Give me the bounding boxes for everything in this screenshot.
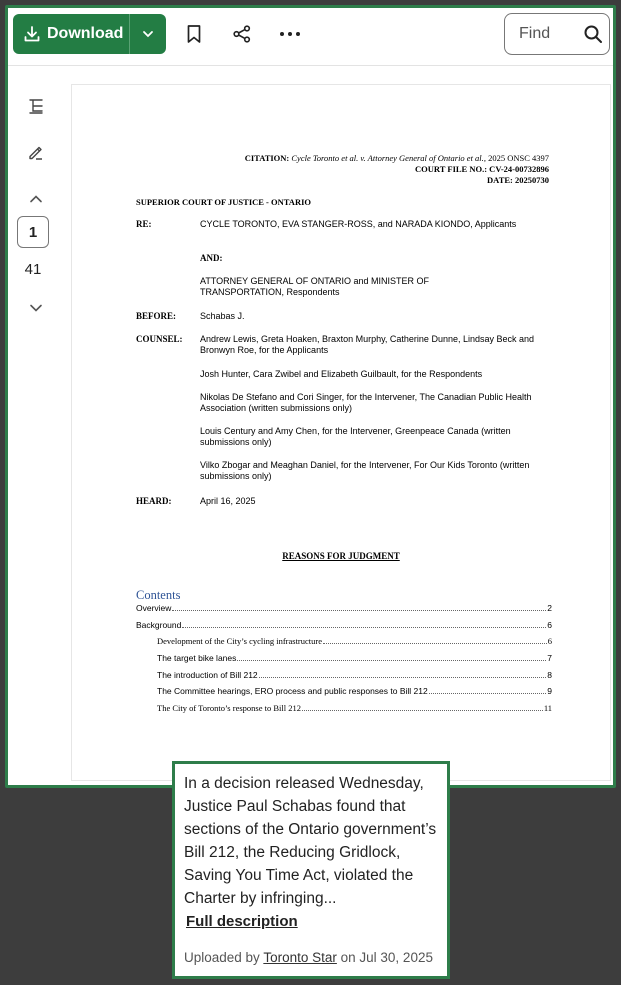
- more-icon: [279, 31, 301, 37]
- download-button[interactable]: [13, 14, 130, 54]
- find-field[interactable]: [504, 13, 610, 55]
- uploaded-date: on Jul 30, 2025: [340, 950, 433, 965]
- citation-ref: , 2025 ONSC 4397: [483, 153, 549, 163]
- total-pages: 41: [24, 261, 42, 278]
- pencil-icon: [27, 143, 45, 161]
- citation-text: Cycle Toronto et al. v. Attorney General of Ontario et al.: [291, 153, 484, 163]
- next-page-button[interactable]: [24, 296, 48, 320]
- viewer-sidebar: [8, 67, 68, 787]
- counsel-item: Nikolas De Stefano and Cori Singer, for the Intervener, The Canadian Public Health Association (written submissions only): [200, 392, 532, 413]
- counsel-item: Louis Century and Amy Chen, for the Intervener, Greenpeace Canada (written submissions only): [200, 426, 511, 447]
- court-name: SUPERIOR COURT OF JUSTICE - ONTARIO: [136, 197, 311, 207]
- re-text-respondents: ATTORNEY GENERAL OF ONTARIO and MINISTER OF TRANSPORTATION, Respondents: [200, 276, 430, 297]
- description-text: [184, 772, 438, 933]
- re-text: CYCLE TORONTO, EVA STANGER-ROSS, and NARADA KIONDO, Applicants: [200, 219, 517, 229]
- download-icon: [23, 25, 41, 43]
- previous-page-button[interactable]: [24, 187, 48, 211]
- current-page-input[interactable]: 1: [17, 216, 49, 248]
- uploaded-prefix: Uploaded by: [184, 950, 260, 965]
- download-label: Download: [47, 25, 124, 42]
- upload-info: [184, 950, 433, 965]
- description-card: [172, 761, 450, 979]
- viewer-toolbar: [8, 8, 613, 66]
- download-button-group: [13, 14, 166, 54]
- toc-entry[interactable]: The Committee hearings, ERO process and public responses to Bill 212 9: [157, 686, 552, 696]
- find-input[interactable]: [519, 25, 575, 43]
- annotate-button[interactable]: [24, 140, 48, 164]
- heard-text: April 16, 2025: [200, 496, 256, 506]
- citation-line: [164, 153, 549, 164]
- bookmark-button[interactable]: [182, 22, 206, 46]
- counsel-item: Josh Hunter, Cara Zwibel and Elizabeth Guilbault, for the Respondents: [200, 369, 483, 379]
- before-label: BEFORE:: [136, 311, 177, 321]
- toc-entry[interactable]: Background 6: [136, 620, 552, 630]
- document-page: [71, 84, 611, 781]
- chevron-down-icon: [141, 27, 155, 41]
- heard-label: HEARD:: [136, 496, 172, 506]
- citation-label: CITATION:: [244, 153, 290, 163]
- toc-entry[interactable]: The target bike lanes 7: [157, 653, 552, 663]
- re-label: RE:: [136, 219, 152, 229]
- and-label: AND:: [200, 253, 223, 263]
- uploader-link[interactable]: Toronto Star: [263, 950, 337, 965]
- court-file-number: COURT FILE NO.: CV-24-00732896: [415, 164, 549, 174]
- counsel-item: Andrew Lewis, Greta Hoaken, Braxton Murphy, Catherine Dunne, Lindsay Beck and Bronwyn Roe, for the Applicants: [200, 334, 535, 355]
- search-icon[interactable]: [583, 24, 603, 44]
- counsel-item: Vilko Zbogar and Meaghan Daniel, for the Intervener, For Our Kids Toronto (written submissions only): [200, 460, 530, 481]
- reasons-heading: REASONS FOR JUDGMENT: [282, 551, 400, 561]
- chevron-down-icon: [28, 300, 44, 316]
- chevron-up-icon: [28, 191, 44, 207]
- toc-entry[interactable]: Development of the City’s cycling infrastructure 6: [157, 636, 552, 646]
- bookmark-icon: [185, 24, 203, 44]
- document-date: DATE: 20250730: [487, 175, 549, 185]
- contents-title: Contents: [136, 588, 181, 602]
- share-icon: [232, 24, 252, 44]
- more-options-button[interactable]: [278, 22, 302, 46]
- description-body: In a decision released Wednesday, Justice Paul Schabas found that sections of the Ontario government’s Bill 212, the Reducing Gridlock, Saving You Time Act, violated the Charter by infringing...: [184, 775, 437, 907]
- toc-entry[interactable]: The City of Toronto’s response to Bill 212 11: [157, 703, 552, 713]
- before-text: Schabas J.: [200, 311, 245, 321]
- share-button[interactable]: [230, 22, 254, 46]
- download-options-button[interactable]: [130, 14, 166, 54]
- full-description-link[interactable]: Full description: [186, 913, 298, 930]
- outline-icon: [27, 97, 45, 115]
- toc-entry[interactable]: Overview 2: [136, 603, 552, 613]
- toc-entry[interactable]: The introduction of Bill 212 8: [157, 670, 552, 680]
- document-viewer: [5, 5, 616, 788]
- outline-button[interactable]: [24, 94, 48, 118]
- counsel-label: COUNSEL:: [136, 334, 183, 344]
